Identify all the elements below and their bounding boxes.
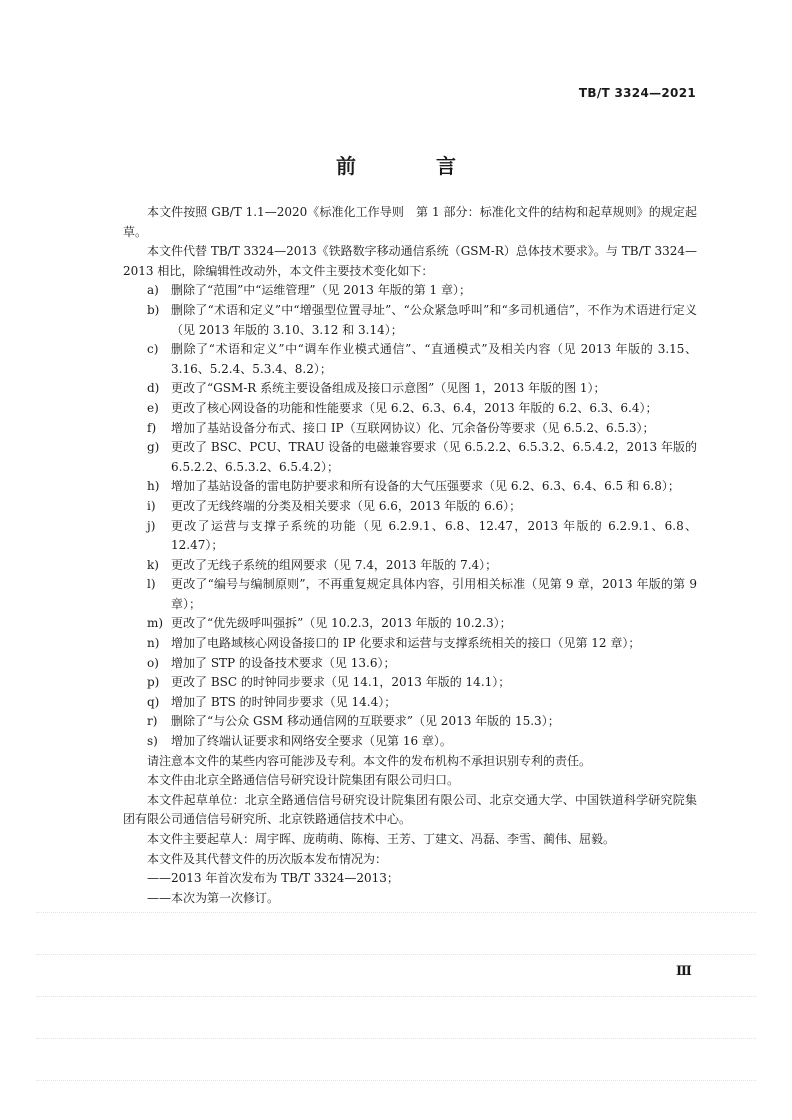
scan-divider xyxy=(36,1038,756,1039)
list-text: 删除了“与公众 GSM 移动通信网的互联要求”（见 2013 年版的 15.3）； xyxy=(171,714,560,729)
list-item xyxy=(123,614,697,634)
list-text: 增加了 STP 的设备技术要求（见 13.6）； xyxy=(171,655,396,670)
list-marker: q) xyxy=(147,694,160,709)
list-text: 删除了“术语和定义”中“调车作业模式通信”、“直通模式”及相关内容（见 2013 年版的 3.15、3.16、5.2.4、5.3.4、8.2）； xyxy=(171,342,697,376)
list-item xyxy=(123,477,697,497)
list-text: 更改了“优先级呼叫强拆”（见 10.2.3，2013 年版的 10.2.3）； xyxy=(171,616,512,631)
list-marker: m) xyxy=(147,616,164,631)
list-marker: l) xyxy=(147,577,156,592)
list-item xyxy=(123,654,697,674)
list-item xyxy=(123,399,697,419)
list-marker: b) xyxy=(147,302,160,317)
main-drafters: 本文件主要起草人：周宇晖、庞萌萌、陈梅、王芳、丁建文、冯磊、李雪、蔺伟、屈毅。 xyxy=(147,832,616,846)
list-item xyxy=(123,281,697,301)
list-text: 更改了 BSC 的时钟同步要求（见 14.1，2013 年版的 14.1）； xyxy=(171,675,511,690)
list-item xyxy=(123,301,697,340)
list-marker: d) xyxy=(147,381,160,396)
list-item xyxy=(123,419,697,439)
list-text: 更改了无线终端的分类及相关要求（见 6.6，2013 年版的 6.6）； xyxy=(171,498,522,513)
list-marker: r) xyxy=(147,714,158,729)
list-text: 更改了核心网设备的功能和性能要求（见 6.2、6.3、6.4，2013 年版的 6.2、6.3、6.4）； xyxy=(171,400,658,415)
list-item xyxy=(123,673,697,693)
list-marker: p) xyxy=(147,675,160,690)
list-marker: o) xyxy=(147,655,159,670)
list-marker: s) xyxy=(147,734,158,749)
list-item xyxy=(123,712,697,732)
list-item xyxy=(123,693,697,713)
list-text: 增加了 BTS 的时钟同步要求（见 14.4）； xyxy=(171,694,397,709)
list-marker: j) xyxy=(147,518,156,533)
list-text: 增加了终端认证要求和网络安全要求（见第 16 章）。 xyxy=(171,734,452,749)
list-text: 更改了“编号与编制原则”，不再重复规定具体内容，引用相关标准（见第 9 章，2013 年版的第 9 章）； xyxy=(171,577,697,611)
history-intro: 本文件及其代替文件的历次版本发布情况为： xyxy=(147,851,388,866)
list-text: 更改了 BSC、PCU、TRAU 设备的电磁兼容要求（见 6.5.2.2、6.5.3.2、6.5.4.2，2013 年版的 6.5.2.2、6.5.3.2、6.5.4.2）； xyxy=(171,440,697,474)
list-text: 增加了基站设备的雷电防护要求和所有设备的大气压强要求（见 6.2、6.3、6.4、6.5 和 6.8）； xyxy=(171,479,680,494)
history-item: ——本次为第一次修订。 xyxy=(147,890,280,905)
list-item xyxy=(123,517,697,556)
list-text: 增加了电路域核心网设备接口的 IP 化要求和运营与支撑系统相关的接口（见第 12 章）； xyxy=(171,636,641,651)
list-item xyxy=(123,556,697,576)
intro-paragraph: 本文件代替 TB/T 3324—2013《铁路数字移动通信系统（GSM-R）总体技术要求》。与 TB/T 3324—2013 相比，除编辑性改动外，本文件主要技术变化如下： xyxy=(123,244,697,278)
foreword-body xyxy=(123,203,697,908)
list-text: 删除了“范围”中“运维管理”（见 2013 年版的第 1 章）； xyxy=(171,283,471,298)
scan-divider xyxy=(36,1080,756,1081)
list-item xyxy=(123,379,697,399)
history-item: ——2013 年首次发布为 TB/T 3324—2013； xyxy=(147,871,399,886)
drafting-units: 本文件起草单位：北京全路通信信号研究设计院集团有限公司、北京交通大学、中国铁道科学研究院集团有限公司通信信号研究所、北京铁路通信技术中心。 xyxy=(123,792,697,827)
intro-paragraph: 本文件按照 GB/T 1.1—2020《标准化工作导则 第 1 部分：标准化文件的结构和起草规则》的规定起草。 xyxy=(123,205,697,239)
scan-divider xyxy=(36,954,756,955)
document-code: TB/T 3324—2021 xyxy=(578,86,696,100)
page-title: 前 言 xyxy=(336,154,486,178)
list-item xyxy=(123,575,697,614)
list-text: 更改了运营与支撑子系统的功能（见 6.2.9.1、6.8、12.47，2013 年版的 6.2.9.1、6.8、12.47）； xyxy=(171,518,697,553)
list-marker: k) xyxy=(147,557,159,572)
list-text: 删除了“术语和定义”中“增强型位置寻址”、“公众紧急呼叫”和“多司机通信”，不作为术语进行定义（见 2013 年版的 3.10、3.12 和 3.14）； xyxy=(171,302,697,337)
list-marker: e) xyxy=(147,400,159,415)
list-item xyxy=(123,497,697,517)
responsible-org: 本文件由北京全路通信信号研究设计院集团有限公司归口。 xyxy=(147,773,460,788)
list-text: 增加了基站设备分布式、接口 IP（互联网协议）化、冗余备份等要求（见 6.5.2、6.5.3）； xyxy=(171,420,655,435)
list-item xyxy=(123,438,697,477)
page-number: Ⅲ xyxy=(676,964,692,979)
patent-notice: 请注意本文件的某些内容可能涉及专利。本文件的发布机构不承担识别专利的责任。 xyxy=(147,753,592,768)
list-marker: f) xyxy=(147,420,157,435)
list-marker: c) xyxy=(147,342,159,357)
list-marker: i) xyxy=(147,498,156,513)
scan-divider xyxy=(36,996,756,997)
list-item xyxy=(123,340,697,379)
list-text: 更改了“GSM-R 系统主要设备组成及接口示意图”（见图 1，2013 年版的图 1）； xyxy=(171,381,606,396)
list-item xyxy=(123,732,697,752)
list-marker: g) xyxy=(147,440,160,455)
list-item xyxy=(123,634,697,654)
list-text: 更改了无线子系统的组网要求（见 7.4，2013 年版的 7.4）； xyxy=(171,557,498,572)
list-marker: h) xyxy=(147,479,160,494)
scan-divider xyxy=(36,912,756,913)
list-marker: n) xyxy=(147,636,160,651)
list-marker: a) xyxy=(147,283,159,298)
